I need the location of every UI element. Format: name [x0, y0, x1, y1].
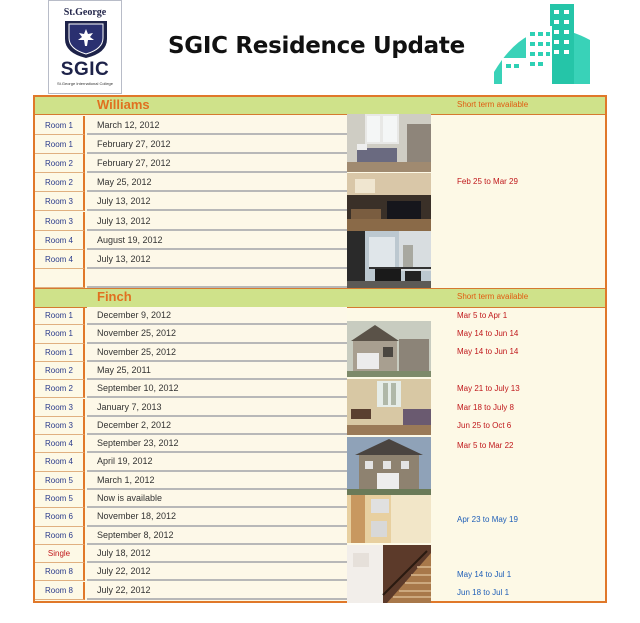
shield-icon [61, 19, 111, 59]
williams-header [35, 97, 605, 115]
availability-note: Jun 25 to Oct 6 [457, 421, 512, 430]
room-label: Room 3 [35, 212, 85, 231]
building-icon [492, 0, 592, 92]
date-cell: July 18, 2012 [87, 545, 347, 563]
living-room-photo [347, 173, 431, 231]
date-cell: March 12, 2012 [87, 116, 347, 135]
date-cell: July 13, 2012 [87, 250, 347, 269]
availability-note: Jun 18 to Jul 1 [457, 588, 510, 597]
room-label: Room 4 [35, 250, 85, 269]
finch-header [35, 288, 605, 308]
room-label: Room 5 [35, 472, 85, 490]
logo-name: SGIC [60, 59, 110, 80]
sgic-logo [48, 0, 122, 94]
room-label: Room 2 [35, 380, 85, 398]
logo-subtitle: St.George International College [56, 81, 114, 86]
date-cell: July 13, 2012 [87, 212, 347, 231]
availability-note: Mar 5 to Apr 1 [457, 311, 508, 320]
balcony-photo [347, 231, 431, 289]
room-label: Room 1 [35, 135, 85, 154]
date-cell: July 13, 2012 [87, 192, 347, 211]
bathroom-photo [347, 495, 431, 543]
room-label: Single [35, 545, 85, 563]
room-label: Room 2 [35, 154, 85, 173]
house-front-photo [347, 437, 431, 495]
room-label: Room 6 [35, 527, 85, 545]
date-cell: August 19, 2012 [87, 231, 347, 250]
date-cell: April 19, 2012 [87, 453, 347, 471]
date-cell: September 10, 2012 [87, 380, 347, 398]
room-label: Room 4 [35, 453, 85, 471]
date-cell: September 23, 2012 [87, 435, 347, 453]
room-label: Room 1 [35, 307, 85, 325]
date-cell: March 1, 2012 [87, 472, 347, 490]
date-cell: February 27, 2012 [87, 154, 347, 173]
date-cell: May 25, 2011 [87, 362, 347, 380]
williams-status: Short term available [457, 100, 529, 109]
availability-note: Mar 5 to Mar 22 [457, 441, 514, 450]
room-label: Room 2 [35, 173, 85, 192]
availability-note: May 14 to Jul 1 [457, 570, 512, 579]
page-title: SGIC Residence Update [168, 33, 465, 59]
date-cell [87, 269, 347, 288]
date-cell: December 2, 2012 [87, 417, 347, 435]
date-cell: February 27, 2012 [87, 135, 347, 154]
staircase-photo [347, 545, 431, 603]
availability-note: Mar 18 to July 8 [457, 403, 514, 412]
logo-crest-text: St.George [63, 7, 107, 18]
finch-title: Finch [97, 289, 132, 304]
room-label: Room 4 [35, 435, 85, 453]
williams-availability: Feb 25 to Mar 29 [457, 177, 518, 186]
room-label: Room 3 [35, 192, 85, 211]
availability-note: Apr 23 to May 19 [457, 515, 518, 524]
bedroom-photo [347, 114, 431, 172]
date-cell: November 25, 2012 [87, 325, 347, 343]
room-label: Room 1 [35, 344, 85, 362]
date-cell: January 7, 2013 [87, 399, 347, 417]
williams-title: Williams [97, 97, 150, 112]
room-label: Room 3 [35, 399, 85, 417]
date-cell: November 25, 2012 [87, 344, 347, 362]
date-cell: September 8, 2012 [87, 527, 347, 545]
availability-note: May 14 to Jun 14 [457, 329, 519, 338]
room-label: Room 4 [35, 231, 85, 250]
room-label: Room 6 [35, 508, 85, 526]
date-cell: December 9, 2012 [87, 307, 347, 325]
room-label: Room 1 [35, 325, 85, 343]
availability-note: May 14 to Jun 14 [457, 347, 519, 356]
date-cell: November 18, 2012 [87, 508, 347, 526]
house-exterior-photo [347, 321, 431, 377]
room-label: Room 8 [35, 563, 85, 581]
date-cell: July 22, 2012 [87, 582, 347, 600]
room-label: Room 2 [35, 362, 85, 380]
date-cell: Now is available [87, 490, 347, 508]
residence-board [33, 95, 607, 603]
room-label: Room 5 [35, 490, 85, 508]
room-label [35, 269, 85, 288]
study-room-photo [347, 379, 431, 435]
room-label: Room 1 [35, 116, 85, 135]
room-label: Room 3 [35, 417, 85, 435]
availability-note: May 21 to July 13 [457, 384, 520, 393]
room-label: Room 8 [35, 582, 85, 600]
date-cell: May 25, 2012 [87, 173, 347, 192]
date-cell: July 22, 2012 [87, 563, 347, 581]
finch-status: Short term available [457, 292, 529, 301]
